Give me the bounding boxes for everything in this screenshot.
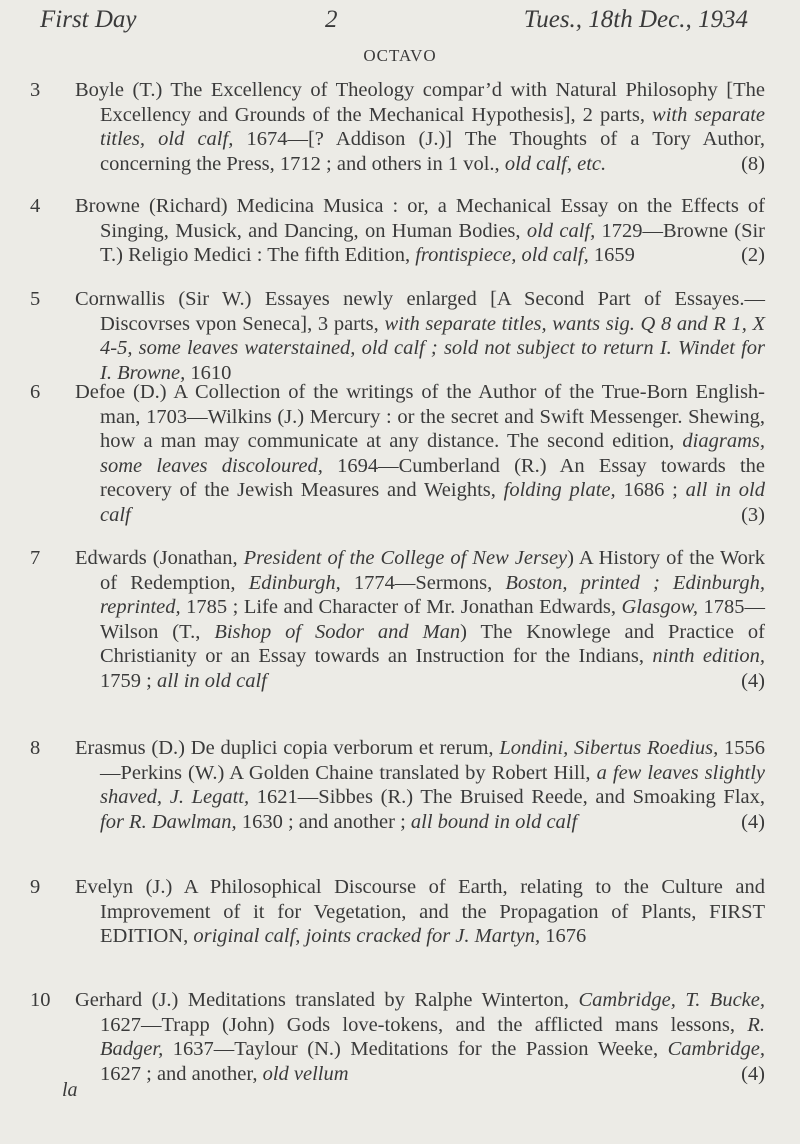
- lot-description: Defoe (D.) A Collection of the writings of the Author of the True-Born English-man, 1703—Wilkins (J.) Mercury : or the secret and Swift Messenger. Shewing, how a man may communicate at any distance. The second edition, diagrams, some leaves discoloured, 1694—Cumberland (R.) An Essay towards the recovery of the Jewish Measures and Weights, folding plate, 1686 ; all in old calf (3): [75, 381, 765, 526]
- lot-number: 8: [30, 737, 41, 759]
- lot-description: Browne (Richard) Medicina Musica : or, a Mechanical Essay on the Effects of Singing, Musick, and Dancing, on Human Bodies, old calf, 1729—Browne (Sir T.) Religio Medici : The fifth Edition, frontispiece, old calf, 1659 (2): [75, 195, 766, 266]
- lot-description: Edwards (Jonathan, President of the College of New Jersey) A History of the Work of Redemption, Edinburgh, 1774—Sermons, Boston, printed ; Edinburgh, reprinted, 1785 ; Life and Character of Mr. Jonathan Edwards, Glasgow, 1785—Wilson (T., Bishop of Sodor and Man) The Knowlege and Practice of Christianity or an Essay towards an Instruction for the Indians, ninth edition, 1759 ; all in old calf (4): [75, 547, 766, 692]
- lot-number: 4: [30, 195, 41, 217]
- lot-number: 7: [30, 547, 41, 569]
- lot-number: 3: [30, 79, 41, 101]
- page-header: [40, 0, 748, 40]
- lot-description: Evelyn (J.) A Philosophical Discourse of Earth, relating to the Culture and Improvement of it for Vegetation, and the Propagation of Plants, FIRST EDITION, original calf, joints cracked for J. Martyn, 1676: [75, 876, 765, 947]
- lot-quantity: (3): [741, 503, 765, 526]
- header-page-number: 2: [325, 6, 338, 33]
- lot-description: Gerhard (J.) Meditations translated by Ralphe Winterton, Cambridge, T. Bucke, 1627—Trapp (John) Gods love-tokens, and the afflicted mans lessons, R. Badger, 1637—Taylour (N.) Meditations for the Passion Weeke, Cambridge, 1627 ; and another, old vellum (4): [75, 989, 765, 1085]
- lot-description: Cornwallis (Sir W.) Essayes newly enlarged [A Second Part of Essayes.—Discovrses vpon Seneca], 3 parts, with separate titles, wants sig. Q 8 and R 1, X 4-5, some leaves waterstained, old calf ; sold not subject to return I. Windet for I. Browne, 1610: [75, 288, 766, 384]
- lot-quantity: (4): [741, 669, 765, 692]
- lot-quantity: (4): [741, 810, 765, 833]
- header-date: Tues., 18th Dec., 1934: [523, 6, 748, 33]
- lot-number: 5: [30, 288, 41, 310]
- lot-description: Boyle (T.) The Excellency of Theology compar’d with Natural Philosophy [The Excellency and Grounds of the Mechanical Hypothesis], 2 parts, with separate titles, old calf, 1674—[? Addison (J.)] The Thoughts of a Tory Author, concerning the Press, 1712 ; and others in 1 vol., old calf, etc. (8): [75, 79, 765, 175]
- lot-quantity: (2): [741, 244, 765, 266]
- lot-number: 9: [30, 876, 41, 898]
- header-day: First Day: [40, 6, 137, 33]
- lot-description: Erasmus (D.) De duplici copia verborum et rerum, Londini, Sibertus Roedius, 1556—Perkins (W.) A Golden Chaine translated by Robert Hill, a few leaves slightly shaved, J. Legatt, 1621—Sibbes (R.) The Bruised Reede, and Smoaking Flax, for R. Dawlman, 1630 ; and another ; all bound in old calf (4): [75, 737, 765, 833]
- lot-quantity: (8): [741, 152, 765, 175]
- lot-number: 10: [30, 989, 51, 1011]
- section-heading: OCTAVO: [363, 46, 437, 65]
- lot-number: 6: [30, 381, 41, 403]
- signature-mark: la: [62, 1079, 78, 1101]
- lot-quantity: (4): [741, 1062, 765, 1085]
